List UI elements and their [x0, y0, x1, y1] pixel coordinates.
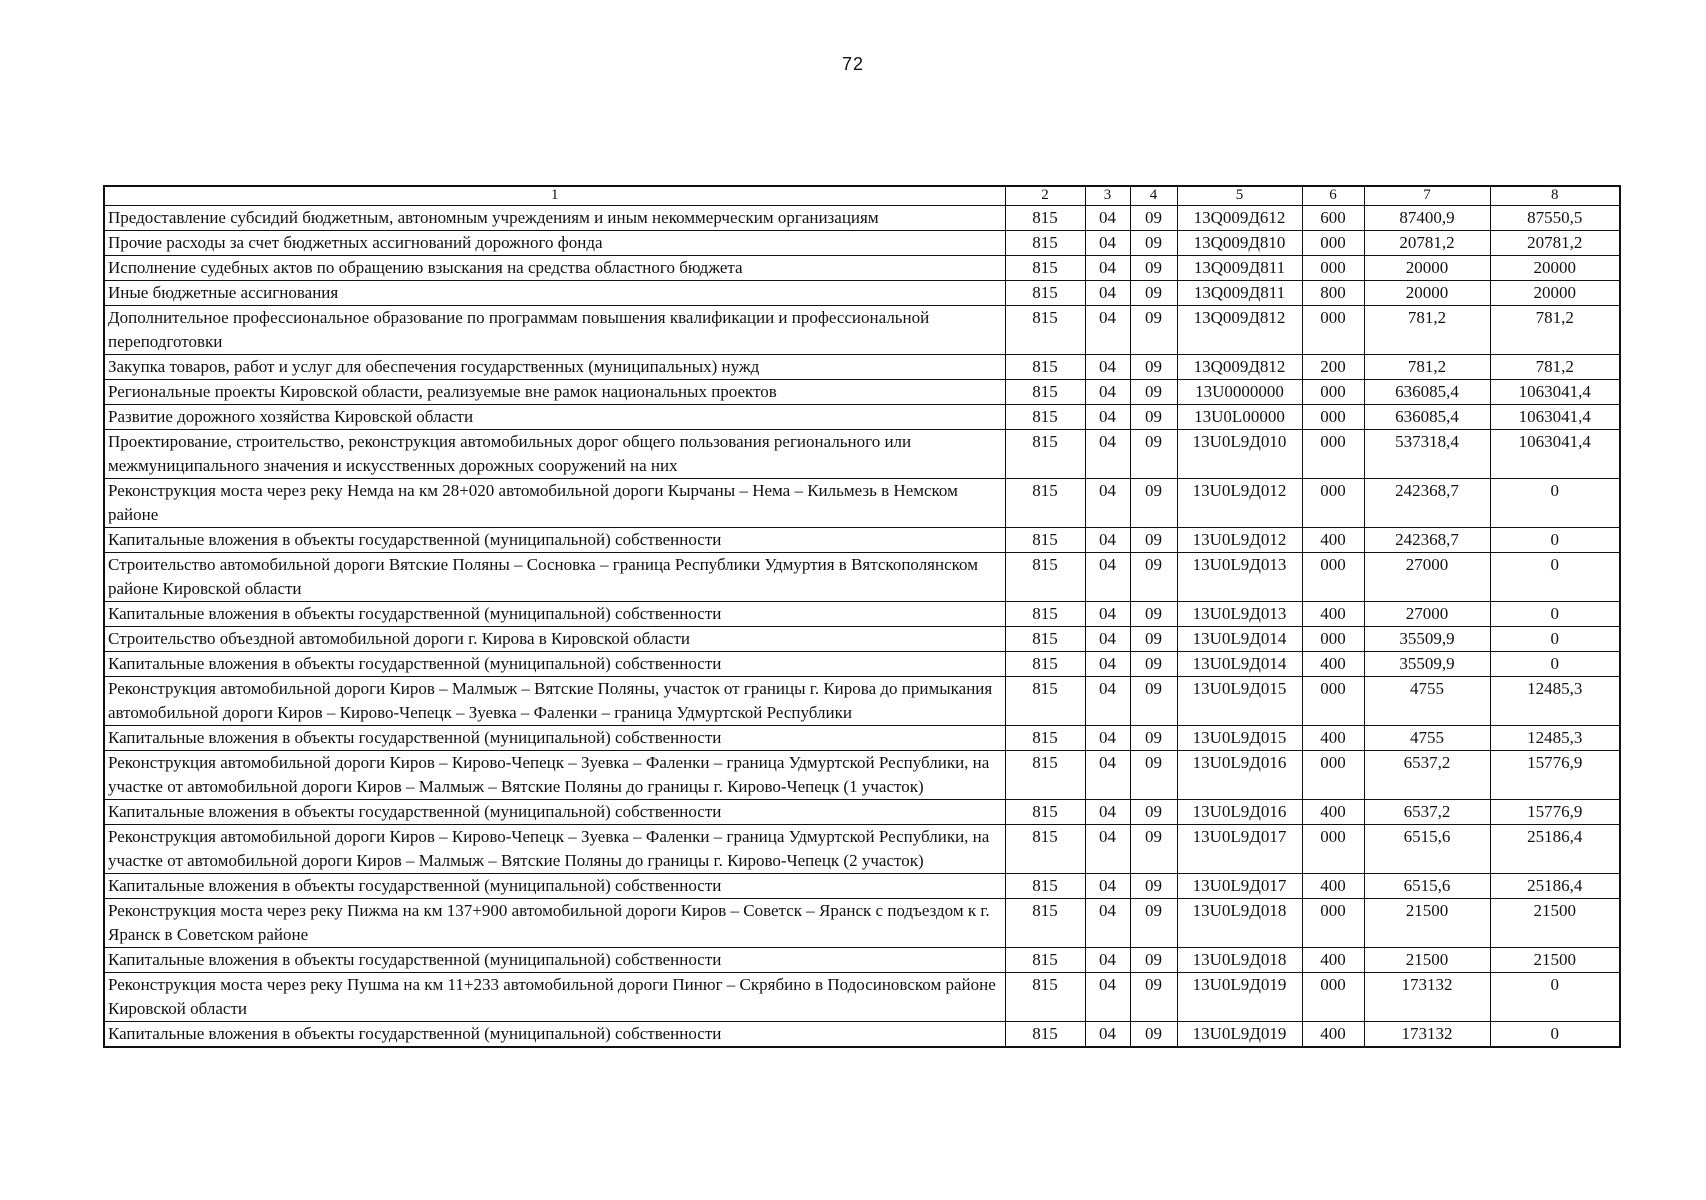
row-cell-c4: 09	[1130, 726, 1177, 751]
row-cell-c6: 600	[1302, 206, 1364, 231]
row-cell-c8: 20781,2	[1490, 231, 1620, 256]
table-row	[104, 528, 1620, 553]
column-header-5: 5	[1177, 186, 1302, 206]
row-cell-c2: 815	[1005, 948, 1085, 973]
row-cell-c6: 400	[1302, 602, 1364, 627]
row-cell-c8: 12485,3	[1490, 726, 1620, 751]
row-name: Капитальные вложения в объекты государственной (муниципальной) собственности	[104, 726, 1005, 751]
row-cell-c7: 636085,4	[1364, 380, 1490, 405]
row-cell-c4: 09	[1130, 405, 1177, 430]
row-cell-c8: 0	[1490, 602, 1620, 627]
row-cell-c8: 781,2	[1490, 306, 1620, 355]
row-cell-c2: 815	[1005, 528, 1085, 553]
row-cell-c3: 04	[1085, 281, 1130, 306]
row-cell-c4: 09	[1130, 380, 1177, 405]
row-cell-c4: 09	[1130, 231, 1177, 256]
row-cell-c2: 815	[1005, 231, 1085, 256]
row-cell-c8: 0	[1490, 553, 1620, 602]
row-cell-c2: 815	[1005, 973, 1085, 1022]
row-cell-c8: 1063041,4	[1490, 380, 1620, 405]
row-cell-c5: 13Q009Д612	[1177, 206, 1302, 231]
row-cell-c3: 04	[1085, 825, 1130, 874]
row-cell-c3: 04	[1085, 627, 1130, 652]
row-cell-c7: 242368,7	[1364, 528, 1490, 553]
header-row	[104, 186, 1620, 206]
row-cell-c2: 815	[1005, 281, 1085, 306]
row-cell-c5: 13U0L9Д017	[1177, 874, 1302, 899]
row-cell-c5: 13U0L9Д017	[1177, 825, 1302, 874]
row-cell-c3: 04	[1085, 602, 1130, 627]
row-cell-c2: 815	[1005, 405, 1085, 430]
row-cell-c4: 09	[1130, 800, 1177, 825]
row-cell-c5: 13U0L9Д012	[1177, 479, 1302, 528]
row-cell-c5: 13U0L9Д018	[1177, 899, 1302, 948]
row-cell-c3: 04	[1085, 479, 1130, 528]
column-header-6: 6	[1302, 186, 1364, 206]
row-name: Исполнение судебных актов по обращению взыскания на средства областного бюджета	[104, 256, 1005, 281]
table-row	[104, 355, 1620, 380]
row-cell-c8: 20000	[1490, 281, 1620, 306]
table-row	[104, 973, 1620, 1022]
row-cell-c7: 173132	[1364, 973, 1490, 1022]
row-cell-c5: 13Q009Д810	[1177, 231, 1302, 256]
row-cell-c5: 13U0L9Д014	[1177, 652, 1302, 677]
row-cell-c6: 000	[1302, 553, 1364, 602]
row-cell-c6: 000	[1302, 825, 1364, 874]
row-name: Капитальные вложения в объекты государственной (муниципальной) собственности	[104, 800, 1005, 825]
row-cell-c5: 13U0L9Д015	[1177, 726, 1302, 751]
row-cell-c7: 6537,2	[1364, 800, 1490, 825]
row-cell-c5: 13U0L9Д016	[1177, 751, 1302, 800]
row-cell-c5: 13U0L00000	[1177, 405, 1302, 430]
row-name: Реконструкция моста через реку Пушма на км 11+233 автомобильной дороги Пинюг – Скрябино в Подосиновском районе Кировской области	[104, 973, 1005, 1022]
row-cell-c6: 000	[1302, 677, 1364, 726]
row-cell-c8: 0	[1490, 973, 1620, 1022]
row-cell-c6: 000	[1302, 751, 1364, 800]
row-cell-c7: 35509,9	[1364, 652, 1490, 677]
row-cell-c4: 09	[1130, 206, 1177, 231]
row-cell-c2: 815	[1005, 380, 1085, 405]
row-cell-c5: 13U0L9Д015	[1177, 677, 1302, 726]
row-cell-c2: 815	[1005, 825, 1085, 874]
row-cell-c6: 000	[1302, 973, 1364, 1022]
row-cell-c6: 000	[1302, 405, 1364, 430]
row-cell-c8: 0	[1490, 627, 1620, 652]
budget-table	[103, 185, 1621, 1048]
row-cell-c7: 20000	[1364, 256, 1490, 281]
row-cell-c4: 09	[1130, 948, 1177, 973]
row-cell-c7: 242368,7	[1364, 479, 1490, 528]
row-cell-c7: 20000	[1364, 281, 1490, 306]
table-row	[104, 405, 1620, 430]
row-cell-c4: 09	[1130, 751, 1177, 800]
row-cell-c5: 13U0L9Д016	[1177, 800, 1302, 825]
row-cell-c8: 0	[1490, 528, 1620, 553]
row-name: Капитальные вложения в объекты государственной (муниципальной) собственности	[104, 652, 1005, 677]
row-cell-c5: 13Q009Д811	[1177, 281, 1302, 306]
table-row	[104, 751, 1620, 800]
row-cell-c5: 13U0L9Д010	[1177, 430, 1302, 479]
row-name: Предоставление субсидий бюджетным, автономным учреждениям и иным некоммерческим организациям	[104, 206, 1005, 231]
row-cell-c3: 04	[1085, 553, 1130, 602]
row-cell-c4: 09	[1130, 553, 1177, 602]
row-cell-c3: 04	[1085, 528, 1130, 553]
row-name: Реконструкция автомобильной дороги Киров – Малмыж – Вятские Поляны, участок от границы г. Кирова до примыкания автомобильной дороги Киров – Кирово-Чепецк – Зуевка – Фаленки – граница Удмуртской Республики	[104, 677, 1005, 726]
row-cell-c6: 400	[1302, 948, 1364, 973]
table-row	[104, 800, 1620, 825]
table-body	[104, 206, 1620, 1048]
row-cell-c7: 781,2	[1364, 306, 1490, 355]
row-cell-c6: 800	[1302, 281, 1364, 306]
row-cell-c5: 13Q009Д812	[1177, 355, 1302, 380]
column-header-7: 7	[1364, 186, 1490, 206]
row-cell-c4: 09	[1130, 430, 1177, 479]
row-cell-c2: 815	[1005, 1022, 1085, 1048]
row-cell-c5: 13U0L9Д012	[1177, 528, 1302, 553]
row-cell-c7: 27000	[1364, 553, 1490, 602]
row-name: Реконструкция автомобильной дороги Киров – Кирово-Чепецк – Зуевка – Фаленки – граница Удмуртской Республики, на участке от автомобильной дороги Киров – Малмыж – Вятские Поляны до границы г. Кирово-Чепецк (2 участок)	[104, 825, 1005, 874]
row-cell-c6: 000	[1302, 256, 1364, 281]
row-cell-c8: 87550,5	[1490, 206, 1620, 231]
row-name: Проектирование, строительство, реконструкция автомобильных дорог общего пользования регионального или межмуниципального значения и искусственных дорожных сооружений на них	[104, 430, 1005, 479]
row-name: Реконструкция моста через реку Пижма на км 137+900 автомобильной дороги Киров – Советск – Яранск с подъездом к г. Яранск в Советском районе	[104, 899, 1005, 948]
row-cell-c4: 09	[1130, 306, 1177, 355]
row-cell-c5: 13Q009Д811	[1177, 256, 1302, 281]
row-name: Реконструкция моста через реку Немда на км 28+020 автомобильной дороги Кырчаны – Нема – Кильмезь в Немском районе	[104, 479, 1005, 528]
row-cell-c3: 04	[1085, 973, 1130, 1022]
row-cell-c3: 04	[1085, 306, 1130, 355]
row-cell-c8: 21500	[1490, 948, 1620, 973]
row-cell-c3: 04	[1085, 256, 1130, 281]
row-cell-c4: 09	[1130, 528, 1177, 553]
row-cell-c2: 815	[1005, 899, 1085, 948]
row-cell-c6: 000	[1302, 306, 1364, 355]
row-cell-c4: 09	[1130, 1022, 1177, 1048]
row-cell-c7: 4755	[1364, 726, 1490, 751]
row-cell-c6: 000	[1302, 899, 1364, 948]
row-cell-c4: 09	[1130, 825, 1177, 874]
row-cell-c2: 815	[1005, 553, 1085, 602]
row-cell-c2: 815	[1005, 751, 1085, 800]
column-header-8: 8	[1490, 186, 1620, 206]
row-cell-c2: 815	[1005, 652, 1085, 677]
row-cell-c3: 04	[1085, 231, 1130, 256]
row-cell-c6: 000	[1302, 479, 1364, 528]
row-cell-c6: 000	[1302, 231, 1364, 256]
row-cell-c5: 13U0L9Д014	[1177, 627, 1302, 652]
table-row	[104, 553, 1620, 602]
row-cell-c7: 27000	[1364, 602, 1490, 627]
row-cell-c3: 04	[1085, 430, 1130, 479]
row-cell-c8: 21500	[1490, 899, 1620, 948]
row-cell-c4: 09	[1130, 652, 1177, 677]
row-name: Прочие расходы за счет бюджетных ассигнований дорожного фонда	[104, 231, 1005, 256]
table-row	[104, 677, 1620, 726]
row-cell-c8: 0	[1490, 1022, 1620, 1048]
row-cell-c3: 04	[1085, 726, 1130, 751]
row-cell-c2: 815	[1005, 874, 1085, 899]
table-row	[104, 256, 1620, 281]
table-row	[104, 306, 1620, 355]
row-cell-c2: 815	[1005, 726, 1085, 751]
row-name: Иные бюджетные ассигнования	[104, 281, 1005, 306]
row-cell-c2: 815	[1005, 479, 1085, 528]
table-row	[104, 825, 1620, 874]
row-name: Капитальные вложения в объекты государственной (муниципальной) собственности	[104, 602, 1005, 627]
row-cell-c7: 35509,9	[1364, 627, 1490, 652]
row-cell-c3: 04	[1085, 355, 1130, 380]
row-cell-c7: 4755	[1364, 677, 1490, 726]
row-cell-c8: 781,2	[1490, 355, 1620, 380]
row-cell-c3: 04	[1085, 677, 1130, 726]
row-cell-c2: 815	[1005, 306, 1085, 355]
row-cell-c2: 815	[1005, 256, 1085, 281]
row-cell-c3: 04	[1085, 380, 1130, 405]
row-cell-c7: 21500	[1364, 948, 1490, 973]
column-header-4: 4	[1130, 186, 1177, 206]
row-cell-c6: 400	[1302, 652, 1364, 677]
row-cell-c2: 815	[1005, 800, 1085, 825]
row-cell-c4: 09	[1130, 874, 1177, 899]
row-cell-c8: 25186,4	[1490, 825, 1620, 874]
row-cell-c4: 09	[1130, 256, 1177, 281]
row-cell-c8: 1063041,4	[1490, 430, 1620, 479]
row-cell-c5: 13U0L9Д019	[1177, 1022, 1302, 1048]
row-name: Реконструкция автомобильной дороги Киров – Кирово-Чепецк – Зуевка – Фаленки – граница Удмуртской Республики, на участке от автомобильной дороги Киров – Малмыж – Вятские Поляны до границы г. Кирово-Чепецк (1 участок)	[104, 751, 1005, 800]
row-cell-c7: 21500	[1364, 899, 1490, 948]
row-cell-c3: 04	[1085, 899, 1130, 948]
row-cell-c4: 09	[1130, 899, 1177, 948]
row-cell-c6: 000	[1302, 380, 1364, 405]
row-name: Закупка товаров, работ и услуг для обеспечения государственных (муниципальных) нужд	[104, 355, 1005, 380]
row-cell-c8: 15776,9	[1490, 800, 1620, 825]
row-cell-c5: 13Q009Д812	[1177, 306, 1302, 355]
row-cell-c3: 04	[1085, 206, 1130, 231]
row-cell-c8: 25186,4	[1490, 874, 1620, 899]
row-cell-c4: 09	[1130, 677, 1177, 726]
table-row	[104, 1022, 1620, 1048]
row-cell-c8: 15776,9	[1490, 751, 1620, 800]
row-cell-c6: 000	[1302, 627, 1364, 652]
table-row	[104, 602, 1620, 627]
row-name: Капитальные вложения в объекты государственной (муниципальной) собственности	[104, 528, 1005, 553]
column-header-1: 1	[104, 186, 1005, 206]
row-cell-c7: 6537,2	[1364, 751, 1490, 800]
row-cell-c5: 13U0L9Д019	[1177, 973, 1302, 1022]
table-row	[104, 281, 1620, 306]
row-cell-c5: 13U0L9Д018	[1177, 948, 1302, 973]
table-row	[104, 627, 1620, 652]
row-name: Дополнительное профессиональное образование по программам повышения квалификации и профессиональной переподготовки	[104, 306, 1005, 355]
row-cell-c4: 09	[1130, 479, 1177, 528]
table-row	[104, 948, 1620, 973]
row-cell-c7: 781,2	[1364, 355, 1490, 380]
row-cell-c7: 6515,6	[1364, 825, 1490, 874]
row-cell-c4: 09	[1130, 281, 1177, 306]
row-cell-c8: 0	[1490, 652, 1620, 677]
row-cell-c3: 04	[1085, 405, 1130, 430]
row-cell-c6: 000	[1302, 430, 1364, 479]
row-cell-c2: 815	[1005, 602, 1085, 627]
row-cell-c4: 09	[1130, 973, 1177, 1022]
row-cell-c5: 13U0000000	[1177, 380, 1302, 405]
row-cell-c4: 09	[1130, 355, 1177, 380]
row-cell-c4: 09	[1130, 602, 1177, 627]
table-row	[104, 380, 1620, 405]
row-cell-c2: 815	[1005, 430, 1085, 479]
row-name: Капитальные вложения в объекты государственной (муниципальной) собственности	[104, 948, 1005, 973]
row-cell-c2: 815	[1005, 677, 1085, 726]
table-row	[104, 430, 1620, 479]
row-cell-c3: 04	[1085, 652, 1130, 677]
row-name: Региональные проекты Кировской области, реализуемые вне рамок национальных проектов	[104, 380, 1005, 405]
row-cell-c6: 400	[1302, 1022, 1364, 1048]
row-cell-c7: 20781,2	[1364, 231, 1490, 256]
row-cell-c6: 200	[1302, 355, 1364, 380]
table-row	[104, 206, 1620, 231]
row-cell-c2: 815	[1005, 355, 1085, 380]
row-cell-c2: 815	[1005, 206, 1085, 231]
row-cell-c7: 173132	[1364, 1022, 1490, 1048]
row-cell-c6: 400	[1302, 874, 1364, 899]
table-row	[104, 652, 1620, 677]
row-name: Капитальные вложения в объекты государственной (муниципальной) собственности	[104, 1022, 1005, 1048]
row-name: Развитие дорожного хозяйства Кировской области	[104, 405, 1005, 430]
row-name: Строительство автомобильной дороги Вятские Поляны – Сосновка – граница Республики Удмуртия в Вятскополянском районе Кировской области	[104, 553, 1005, 602]
row-cell-c2: 815	[1005, 627, 1085, 652]
row-cell-c4: 09	[1130, 627, 1177, 652]
row-cell-c6: 400	[1302, 800, 1364, 825]
row-cell-c3: 04	[1085, 874, 1130, 899]
table-row	[104, 874, 1620, 899]
table-row	[104, 899, 1620, 948]
row-cell-c8: 0	[1490, 479, 1620, 528]
row-cell-c7: 6515,6	[1364, 874, 1490, 899]
row-cell-c5: 13U0L9Д013	[1177, 553, 1302, 602]
row-cell-c6: 400	[1302, 528, 1364, 553]
row-cell-c7: 537318,4	[1364, 430, 1490, 479]
table-row	[104, 479, 1620, 528]
row-cell-c3: 04	[1085, 1022, 1130, 1048]
column-header-2: 2	[1005, 186, 1085, 206]
row-cell-c3: 04	[1085, 800, 1130, 825]
row-cell-c3: 04	[1085, 751, 1130, 800]
row-cell-c7: 636085,4	[1364, 405, 1490, 430]
row-cell-c8: 12485,3	[1490, 677, 1620, 726]
row-name: Строительство объездной автомобильной дороги г. Кирова в Кировской области	[104, 627, 1005, 652]
row-cell-c7: 87400,9	[1364, 206, 1490, 231]
row-cell-c5: 13U0L9Д013	[1177, 602, 1302, 627]
column-header-3: 3	[1085, 186, 1130, 206]
table-row	[104, 231, 1620, 256]
page-number: 72	[841, 54, 865, 74]
row-name: Капитальные вложения в объекты государственной (муниципальной) собственности	[104, 874, 1005, 899]
row-cell-c8: 20000	[1490, 256, 1620, 281]
table-row	[104, 726, 1620, 751]
row-cell-c8: 1063041,4	[1490, 405, 1620, 430]
row-cell-c6: 400	[1302, 726, 1364, 751]
row-cell-c3: 04	[1085, 948, 1130, 973]
